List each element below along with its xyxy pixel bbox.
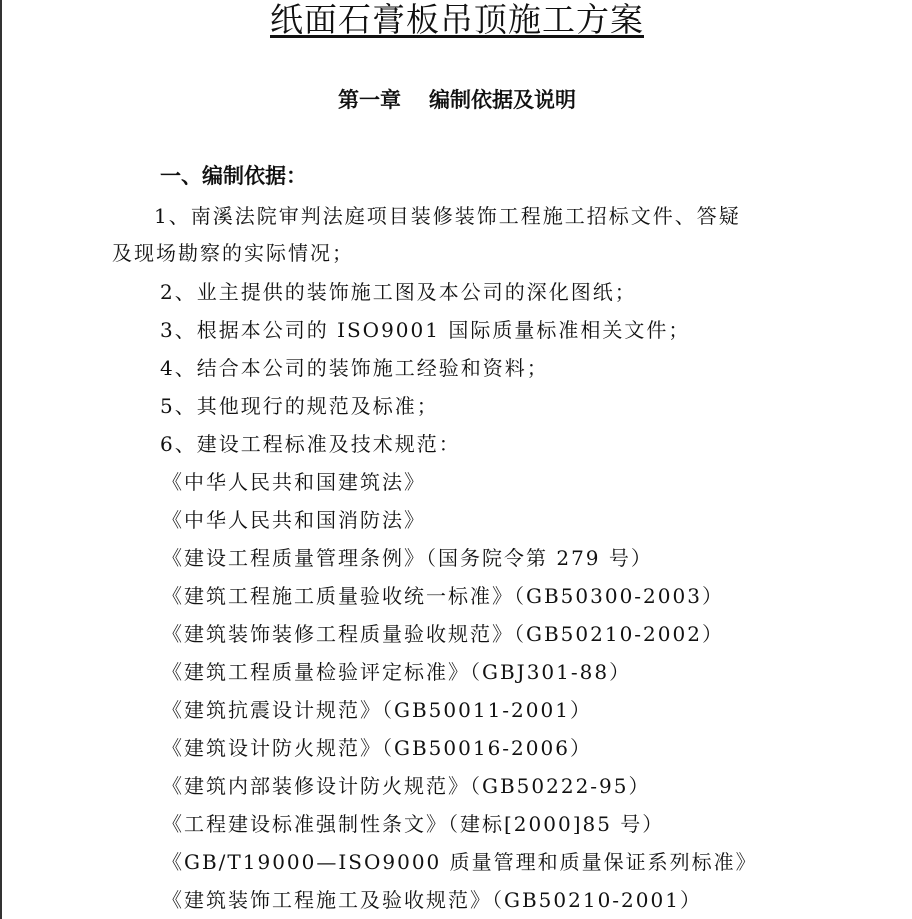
- chapter-number: 第一章: [338, 87, 401, 112]
- standard-item: 《中华人民共和国消防法》: [162, 508, 426, 532]
- standard-item: 《中华人民共和国建筑法》: [162, 470, 426, 494]
- standard-item: 《建筑工程质量检验评定标准》（GBJ301-88）: [162, 660, 632, 684]
- chapter-name: 编制依据及说明: [429, 87, 576, 112]
- basis-item-5: 5、其他现行的规范及标准；: [160, 394, 439, 418]
- standard-item: 《工程建设标准强制性条文》（建标[2000]85 号）: [162, 812, 665, 836]
- standard-item: 《建筑内部装修设计防火规范》（GB50222-95）: [162, 774, 651, 798]
- basis-item-1: 1、南溪法院审判法庭项目装修装饰工程施工招标文件、答疑: [154, 204, 741, 228]
- chapter-heading: [2, 84, 912, 114]
- standard-item: 《建设工程质量管理条例》（国务院令第 279 号）: [162, 546, 653, 570]
- standard-item: 《建筑装饰工程施工及验收规范》（GB50210-2001）: [162, 888, 702, 912]
- standard-item: 《建筑设计防火规范》（GB50016-2006）: [162, 736, 592, 760]
- section-heading: 一、编制依据：: [160, 163, 307, 188]
- basis-item-6: 6、建设工程标准及技术规范：: [160, 432, 461, 456]
- basis-item-2: 2、业主提供的装饰施工图及本公司的深化图纸；: [160, 280, 637, 304]
- standard-item: 《建筑工程施工质量验收统一标准》（GB50300-2003）: [162, 584, 724, 608]
- basis-item-4: 4、结合本公司的装饰施工经验和资料；: [160, 356, 549, 380]
- standard-item: 《GB/T19000—ISO9000 质量管理和质量保证系列标准》: [162, 850, 758, 874]
- document-title: 纸面石膏板吊顶施工方案: [270, 0, 644, 39]
- basis-item-1-continued: 及现场勘察的实际情况；: [112, 241, 354, 265]
- standard-item: 《建筑抗震设计规范》（GB50011-2001）: [162, 698, 592, 722]
- standard-item: 《建筑装饰装修工程质量验收规范》（GB50210-2002）: [162, 622, 724, 646]
- basis-item-3: 3、根据本公司的 ISO9001 国际质量标准相关文件；: [160, 318, 691, 342]
